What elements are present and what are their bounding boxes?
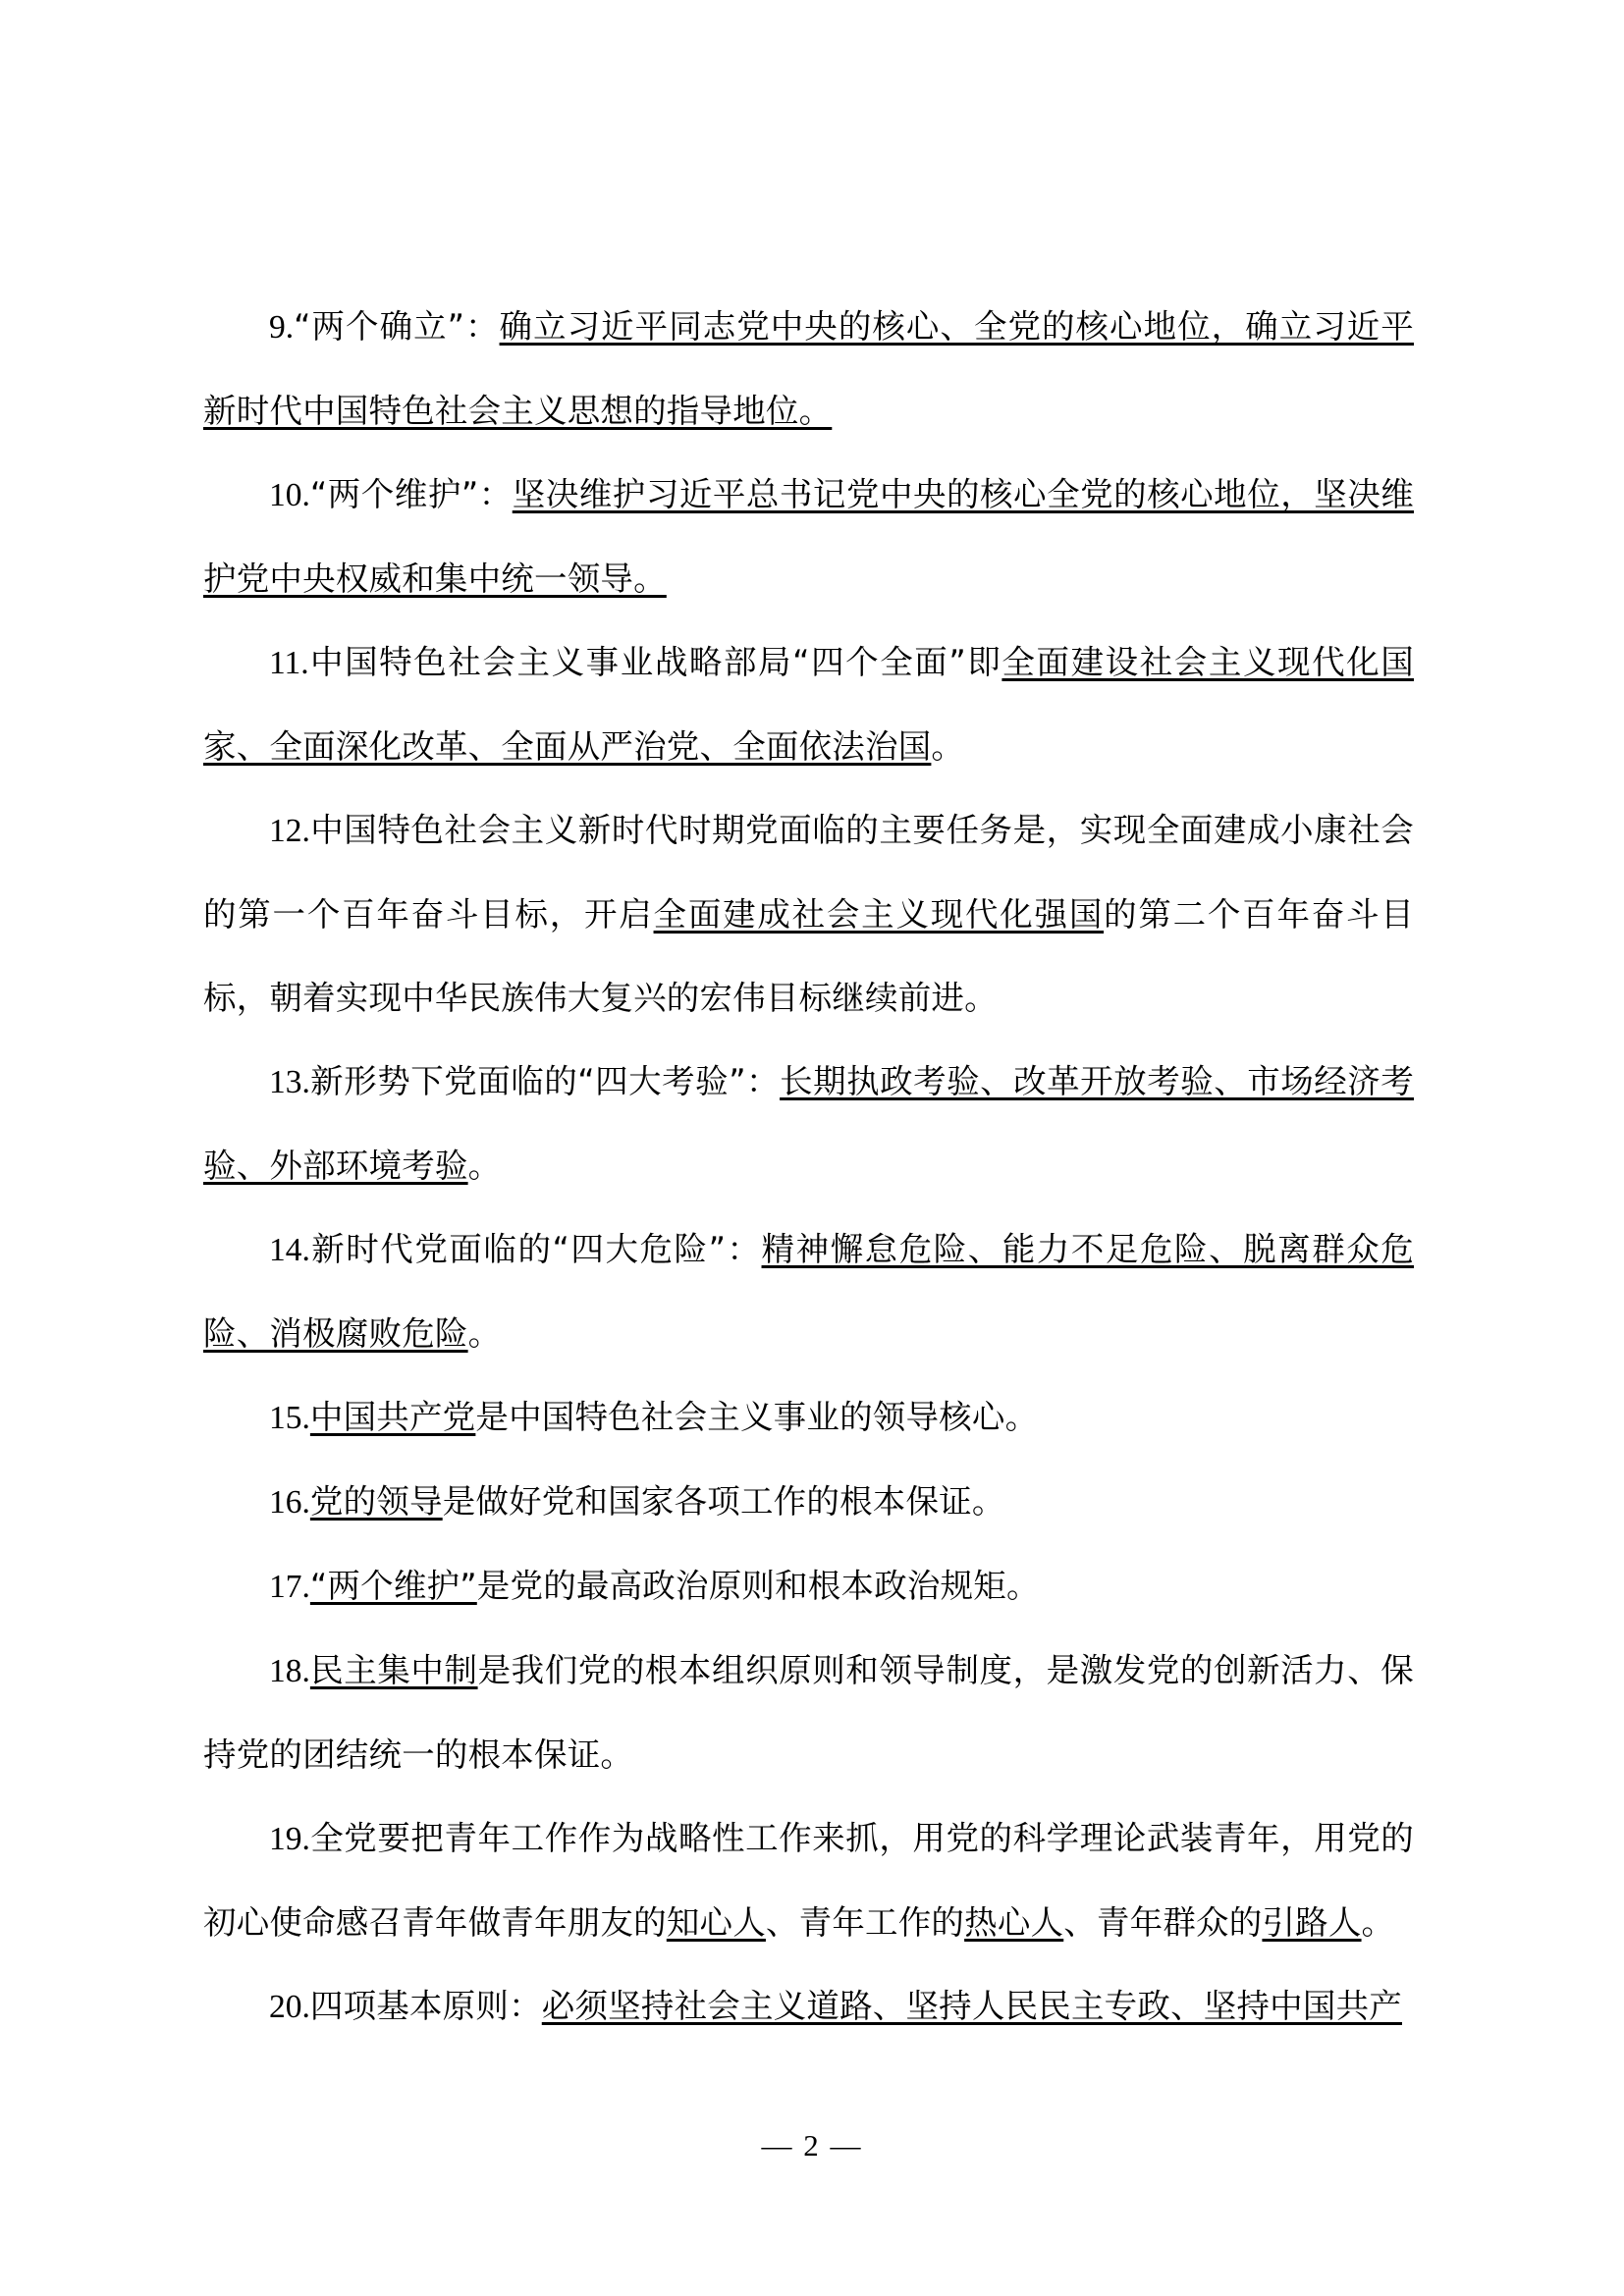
- emphasised-answer-text: 精神懈怠危险、能力不足危险、脱离群众危险、消极腐败危险: [203, 1230, 1414, 1353]
- list-item: [203, 788, 1414, 1040]
- list-item-number: 12.: [269, 813, 310, 849]
- list-item-number: 9.: [269, 309, 295, 346]
- list-item-number: 19.: [269, 1821, 310, 1857]
- list-item-text: 。: [931, 727, 965, 766]
- list-item-text: 四项基本原则：: [309, 1987, 542, 2025]
- list-item-text: 。: [467, 1314, 502, 1353]
- list-item-number: 17.: [269, 1569, 310, 1605]
- list-item: [203, 1796, 1414, 1964]
- list-item-text: 是中国特色社会主义事业的领导核心。: [475, 1398, 1039, 1436]
- list-item: [203, 1207, 1414, 1375]
- emphasised-answer-text: 引路人: [1262, 1903, 1362, 1942]
- emphasised-answer-text: 长期执政考验、改革开放考验、市场经济考验、外部环境考验: [203, 1062, 1414, 1185]
- list-item-number: 16.: [269, 1484, 310, 1521]
- emphasised-answer-text: 全面建设社会主义现代化国家、全面深化改革、全面从严治党、全面依法治国: [203, 643, 1414, 766]
- list-item-text: 、青年群众的: [1063, 1903, 1263, 1942]
- list-item: [203, 1375, 1414, 1460]
- list-item-number: 18.: [269, 1653, 310, 1689]
- list-item: [203, 620, 1414, 788]
- emphasised-answer-text: 民主集中制: [309, 1651, 478, 1689]
- list-item-number: 14.: [269, 1232, 310, 1268]
- list-item: [203, 1629, 1414, 1796]
- list-item: [203, 1460, 1414, 1544]
- list-item: [203, 1544, 1414, 1629]
- emphasised-answer-text: 必须坚持社会主义道路、坚持人民民主专政、坚持中国共产: [541, 1987, 1402, 2025]
- list-item-number: 13.: [269, 1064, 310, 1100]
- list-item-text: 是我们党的根本组织原则和领导制度，是激发党的创新活力、保持党的团结统一的根本保证。: [203, 1651, 1414, 1774]
- list-item-text: 。: [467, 1147, 502, 1185]
- list-item-text: 中国特色社会主义新时代时期党面临的主要任务是，实现全面建成小康社会的第一个百年奋斗目标，开启: [203, 811, 1414, 934]
- list-item-text: 全党要把青年工作作为战略性工作来抓，用党的科学理论武装青年，用党的初心使命感召青年做青年朋友的: [203, 1819, 1414, 1942]
- emphasised-answer-text: 热心人: [964, 1903, 1064, 1942]
- list-item-text: 、青年工作的: [765, 1903, 965, 1942]
- list-item: [203, 1964, 1414, 2049]
- list-item-number: 20.: [269, 1989, 310, 2025]
- list-item: [203, 1040, 1414, 1207]
- list-item-text: 是做好党和国家各项工作的根本保证。: [442, 1482, 1005, 1521]
- list-item-text: 新时代党面临的“四大危险”：: [309, 1230, 762, 1268]
- list-item: [203, 453, 1414, 620]
- list-item-number: 15.: [269, 1400, 310, 1436]
- emphasised-answer-text: 党的领导: [309, 1482, 443, 1521]
- list-item-text: 的第二个百年奋斗目标，朝着实现中华民族伟大复兴的宏伟目标继续前进。: [203, 895, 1414, 1017]
- emphasised-answer-text: 坚决维护习近平总书记党中央的核心全党的核心地位，坚决维护党中央权威和集中统一领导。: [203, 475, 1414, 598]
- list-item-number: 10.: [269, 477, 310, 513]
- list-item: [203, 285, 1414, 453]
- emphasised-answer-text: “两个维护”: [309, 1567, 477, 1605]
- list-item-text: 是党的最高政治原则和根本政治规矩。: [476, 1567, 1040, 1605]
- document-body: [203, 285, 1414, 2049]
- emphasised-answer-text: 全面建成社会主义现代化强国: [653, 895, 1105, 934]
- emphasised-answer-text: 确立习近平同志党中央的核心、全党的核心地位，确立习近平新时代中国特色社会主义思想的指导地位。: [203, 307, 1414, 430]
- list-item-text: 。: [1361, 1903, 1395, 1942]
- list-item-text: “两个确立”：: [294, 307, 500, 346]
- emphasised-answer-text: 知心人: [666, 1903, 766, 1942]
- list-item-number: 11.: [269, 645, 309, 681]
- list-item-text: 中国特色社会主义事业战略部局“四个全面”即: [308, 643, 1002, 681]
- list-item-text: 新形势下党面临的“四大考验”：: [309, 1062, 781, 1100]
- list-item-text: “两个维护”：: [309, 475, 513, 513]
- page-number-footer: — 2 —: [761, 2128, 863, 2163]
- emphasised-answer-text: 中国共产党: [309, 1398, 476, 1436]
